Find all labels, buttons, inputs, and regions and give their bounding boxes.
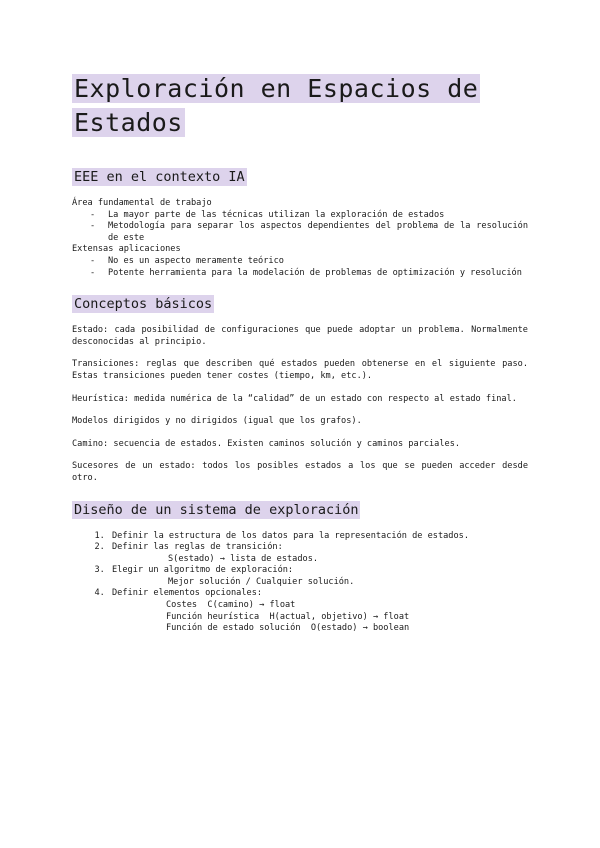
group-label: Extensas aplicaciones [72, 244, 181, 255]
paragraph-transiciones: Transiciones: reglas que describen qué estados pueden obtenerse en el siguiente paso. Estas transiciones pueden tener costes (tiempo, km, etc.). [72, 359, 528, 381]
step-text: Definir las reglas de transición: [112, 542, 283, 553]
paragraph-heuristica: Heurística: medida numérica de la “calidad” de un estado con respecto al estado final. [72, 393, 517, 404]
step-text: Definir elementos opcionales: [112, 588, 263, 599]
paragraph-sucesores: Sucesores de un estado: todos los posibles estados a los que se pueden acceder desde otro. [72, 461, 528, 483]
section-system-design [72, 499, 528, 635]
list-item [110, 531, 528, 543]
page-title: Exploración en Espacios de Estados [74, 74, 479, 137]
list-item: - Potente herramienta para la modelación de problemas de optimización y resolución [90, 268, 528, 280]
list-item: - La mayor parte de las técnicas utilizan la exploración de estados [90, 210, 528, 222]
title-block [72, 72, 492, 140]
step-detail: S(estado) → lista de estados. [168, 553, 319, 564]
document-page [72, 72, 528, 649]
step-detail: Costes C(camino) → float [166, 600, 296, 611]
section-heading: EEE en el contexto IA [74, 169, 245, 185]
bullet-list [72, 210, 528, 245]
section-heading: Diseño de un sistema de exploración [74, 501, 359, 518]
group-label: Área fundamental de trabajo [72, 198, 212, 208]
list-item [110, 588, 528, 634]
list-item [110, 565, 528, 588]
step-detail: Mejor solución / Cualquier solución. [168, 576, 355, 587]
step-text: Definir la estructura de los datos para la representación de estados. [112, 530, 469, 541]
numbered-list [72, 531, 528, 635]
paragraph-camino: Camino: secuencia de estados. Existen caminos solución y caminos parciales. [72, 438, 461, 449]
bullet-list [72, 256, 528, 279]
list-item: - No es un aspecto meramente teórico [90, 256, 528, 268]
step-text: Elegir un algoritmo de exploración: [112, 565, 294, 576]
paragraph-estado: Estado: cada posibilidad de configuraciones que puede adoptar un problema. Normalmente desconocidas al principio. [72, 325, 528, 347]
section-heading: Conceptos básicos [74, 296, 213, 313]
step-detail: Función heurística H(actual, objetivo) → float [166, 611, 410, 622]
paragraph-modelos: Modelos dirigidos y no dirigidos (igual que los grafos). [72, 416, 362, 427]
section-eee-context [72, 166, 528, 279]
list-item: - Metodología para separar los aspectos dependientes del problema de la resolución de este [90, 221, 528, 244]
step-detail: Función de estado solución O(estado) → boolean [166, 623, 410, 634]
list-item [110, 542, 528, 565]
section-basic-concepts [72, 293, 528, 484]
